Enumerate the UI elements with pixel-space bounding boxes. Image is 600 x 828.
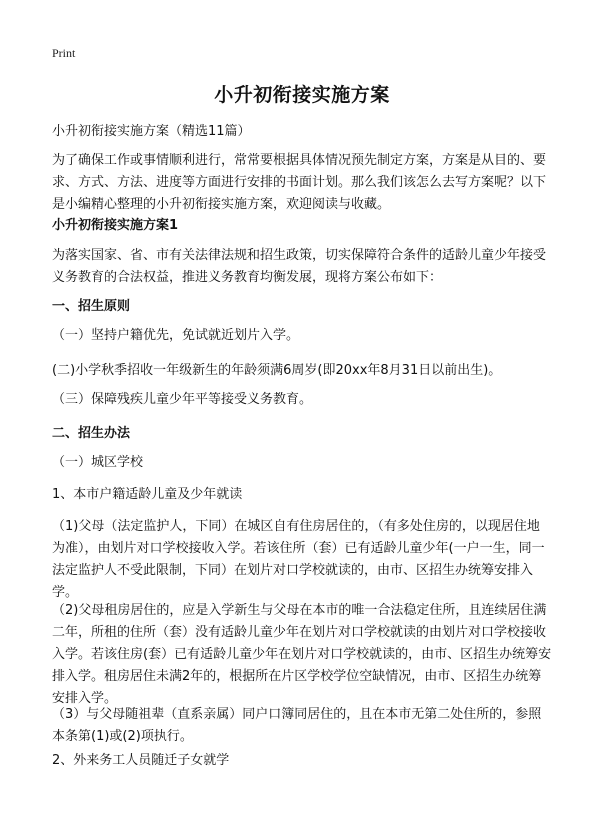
principle-item-3: （三）保障残疾儿童少年平等接受义务教育。 — [52, 392, 313, 407]
principle-item-2: (二)小学秋季招收一年级新生的年龄须满6周岁(即20xx年8月31日以前出生)。 — [52, 363, 502, 378]
heading-methods: 二、招生办法 — [52, 426, 131, 441]
section-heading: 小升初衔接实施方案1 — [52, 218, 179, 233]
method-item-1: （一）城区学校 — [52, 455, 144, 470]
intro-paragraph: 为了确保工作或事情顺利进行，常常要根据具体情况预先制定方案，方案是从目的、要求、方式、方法、进度等方面进行安排的书面计划。那么我们该怎么去写方案呢？以下是小编精心整理的小升初衔接实施方案，欢迎阅读与收藏。 — [52, 153, 547, 212]
page-title: 小升初衔接实施方案 — [214, 84, 390, 106]
method-subitem-2: 2、外来务工人员随迁子女就学 — [52, 753, 230, 768]
section-intro-paragraph: 为落实国家、省、市有关法律法规和招生政策，切实保障符合条件的适龄儿童少年接受义务教育的合法权益，推进义务教育均衡发展，现将方案公布如下： — [52, 248, 547, 285]
rule-paragraph-2: （2)父母租房居住的，应是入学新生与父母在本市的唯一合法稳定住所，且连续居住满二年，所租的住所（套）没有适龄儿童少年在划片对口学校就读的由划片对口学校接收入学。若该住房(套）已有适龄儿童少年在划片对口学校就读的，由市、区招生办统筹安排入学。租房居住未满2年的，根据所在片区学校学位空缺情况，由市、区招生办统筹安排入学。 — [52, 603, 552, 706]
print-link[interactable]: Print — [52, 46, 76, 60]
subtitle: 小升初衔接实施方案（精选11篇） — [52, 124, 251, 139]
rule-paragraph-3: （3）与父母随祖辈（直系亲属）同户口簿同居住的，且在本市无第二处住所的，参照本条第(1)或(2)项执行。 — [52, 707, 542, 744]
principle-item-1: （一）坚持户籍优先，免试就近划片入学。 — [52, 328, 300, 343]
method-subitem-1: 1、本市户籍适龄儿童及少年就读 — [52, 487, 243, 502]
rule-paragraph-1: （1)父母（法定监护人，下同）在城区自有住房居住的，（有多处住房的，以现居住地为准），由划片对口学校接收入学。若该住所（套）已有适龄儿童少年(一户一生，同一法定监护人不受此限制，下同）在划片对口学校就读的，由市、区招生办统筹安排入学。 — [52, 519, 545, 600]
heading-principles: 一、招生原则 — [52, 299, 131, 314]
